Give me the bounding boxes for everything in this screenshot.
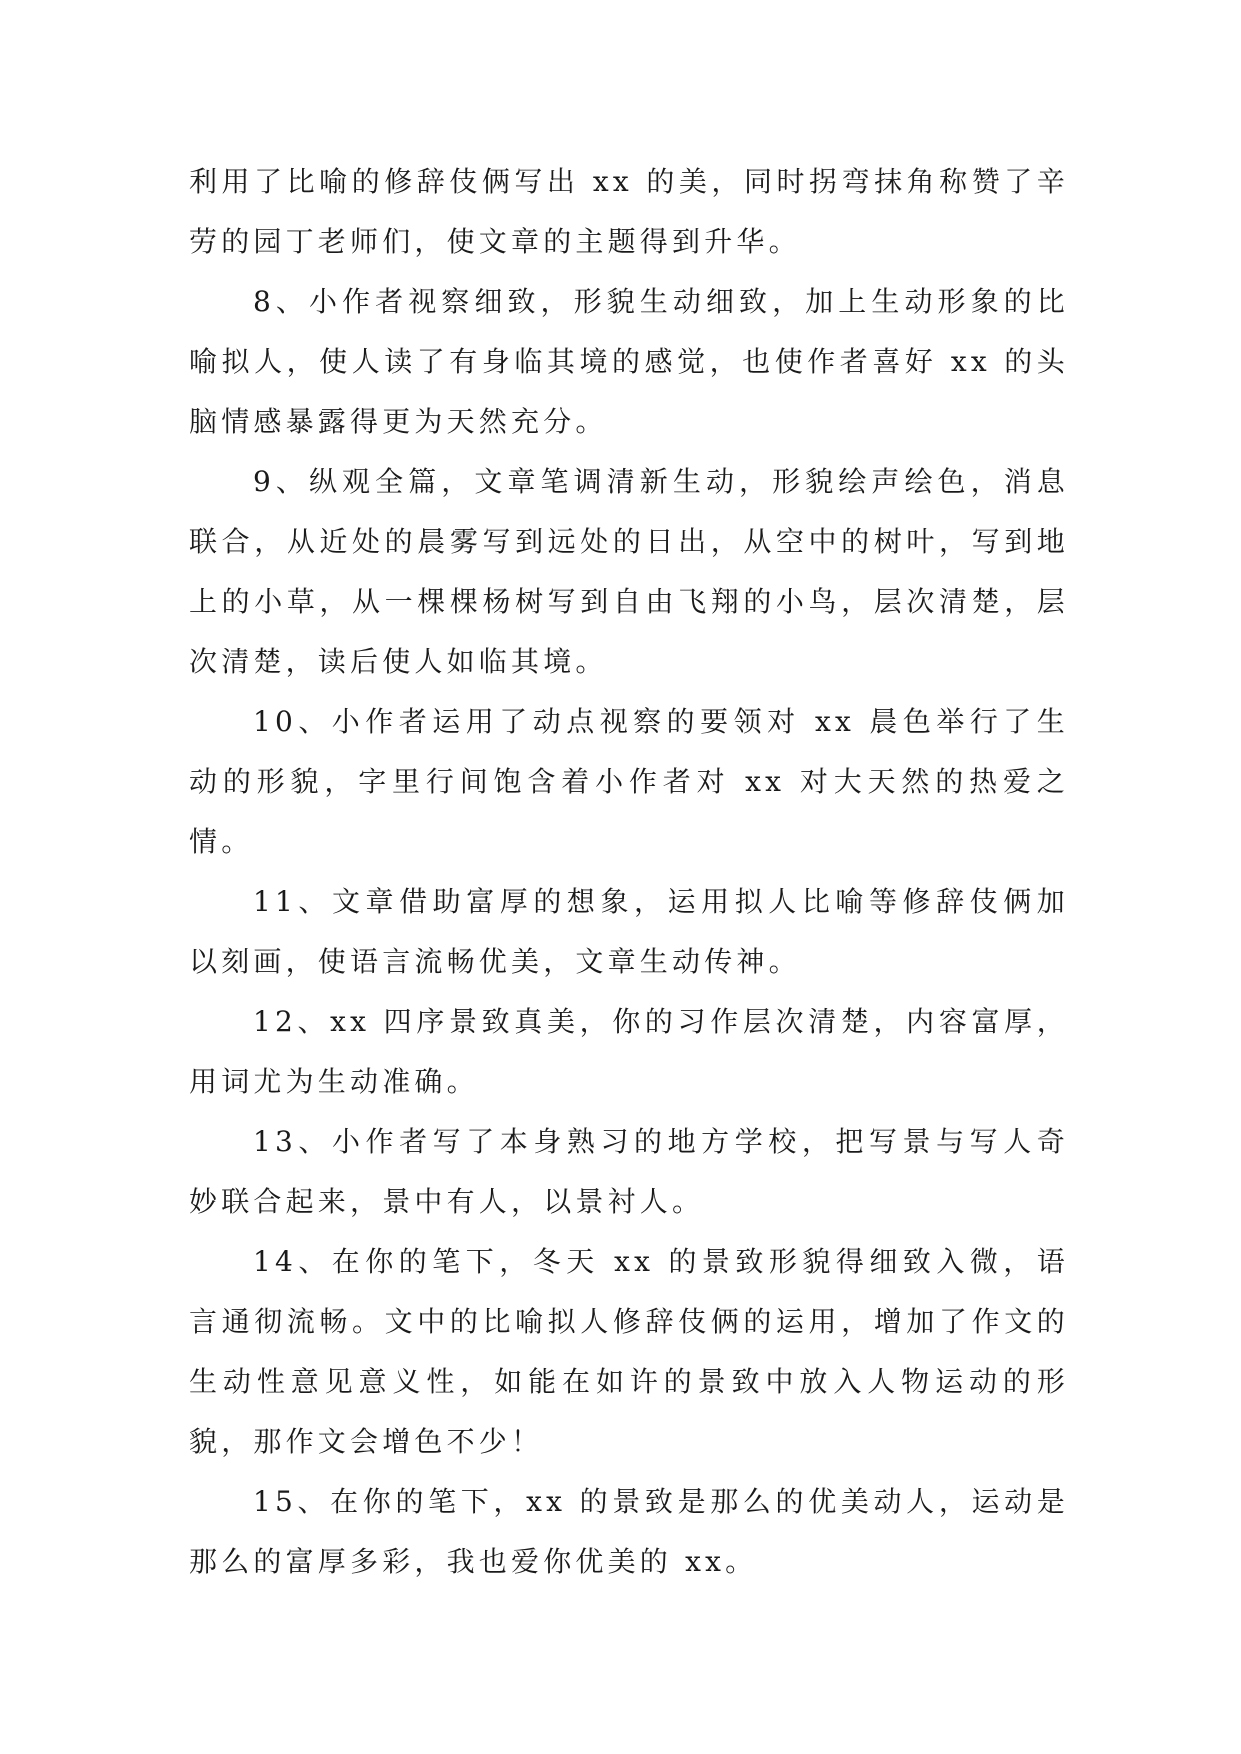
paragraph-comment-15: 15、在你的笔下，xx 的景致是那么的优美动人，运动是那么的富厚多彩，我也爱你优美的 xx。 [189,1485,1069,1578]
document-body [189,152,1069,1592]
paragraph-comment-9: 9、纵观全篇，文章笔调清新生动，形貌绘声绘色，消息联合，从近处的晨雾写到远处的日出，从空中的树叶，写到地上的小草，从一棵棵杨树写到自由飞翔的小鸟，层次清楚，层次清楚，读后使人如临其境。 [189,465,1069,678]
paragraph-comment-12: 12、xx 四序景致真美，你的习作层次清楚，内容富厚，用词尤为生动准确。 [189,1005,1069,1098]
paragraph-comment-8: 8、小作者视察细致，形貌生动细致，加上生动形象的比喻拟人，使人读了有身临其境的感觉，也使作者喜好 xx 的头脑情感暴露得更为天然充分。 [189,285,1069,438]
paragraph-comment-10: 10、小作者运用了动点视察的要领对 xx 晨色举行了生动的形貌，字里行间饱含着小作者对 xx 对大天然的热爱之情。 [189,705,1069,858]
paragraph-continuation: 利用了比喻的修辞伎俩写出 xx 的美，同时拐弯抹角称赞了辛劳的园丁老师们，使文章的主题得到升华。 [189,165,1069,258]
paragraph-comment-13: 13、小作者写了本身熟习的地方学校，把写景与写人奇妙联合起来，景中有人，以景衬人。 [189,1125,1069,1218]
paragraph-comment-11: 11、文章借助富厚的想象，运用拟人比喻等修辞伎俩加以刻画，使语言流畅优美，文章生动传神。 [189,885,1069,978]
paragraph-comment-14: 14、在你的笔下，冬天 xx 的景致形貌得细致入微，语言通彻流畅。文中的比喻拟人修辞伎俩的运用，增加了作文的生动性意见意义性，如能在如许的景致中放入人物运动的形貌，那作文会增色不少！ [189,1245,1069,1458]
